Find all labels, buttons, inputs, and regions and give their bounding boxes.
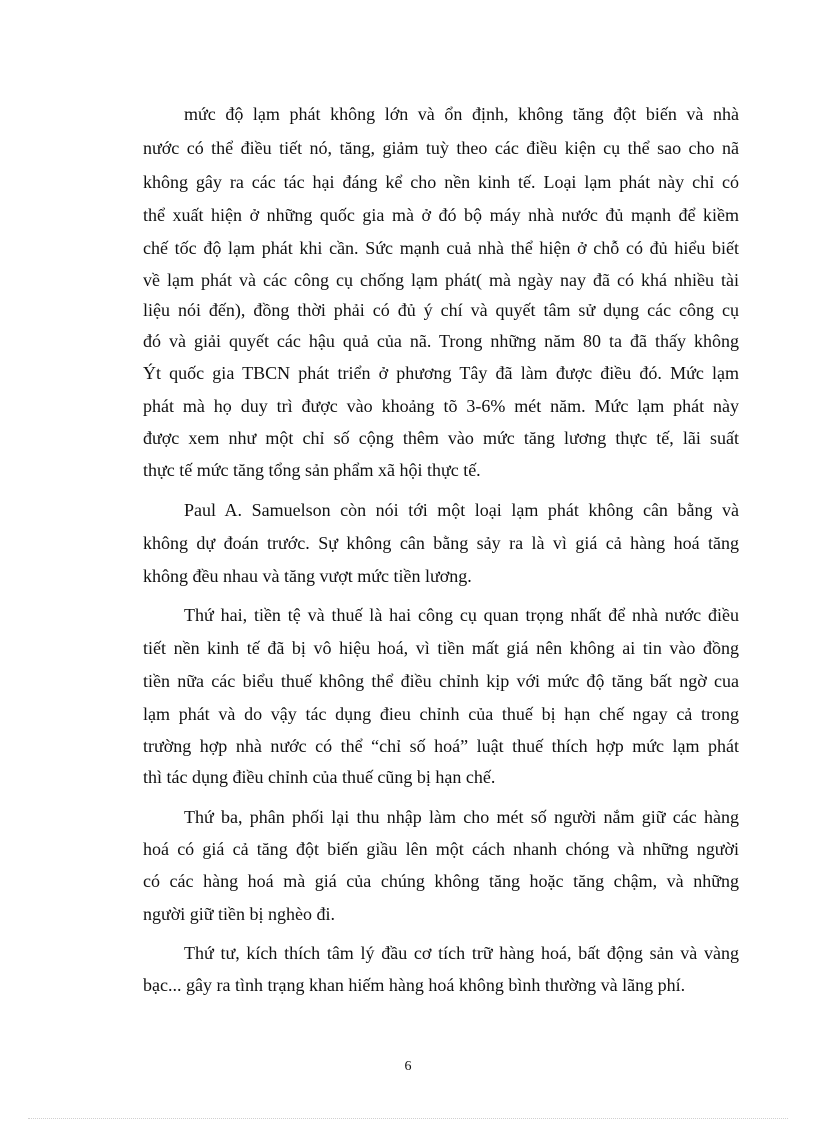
text-line: người giữ tiền bị nghèo đi.: [143, 904, 336, 924]
text-line: tiết nền kinh tế đã bị vô hiệu hoá, vì tiền mất giá nên không ai tin vào đồng: [143, 638, 739, 658]
text-line: không dự đoán trước. Sự không cân bằng sảy ra là vì giá cả hàng hoá tăng: [143, 533, 739, 553]
text-line: Paul A. Samuelson còn nói tới một loại lạm phát không cân bằng và: [184, 500, 739, 520]
text-line: thực tế mức tăng tổng sản phẩm xã hội thực tế.: [143, 460, 481, 480]
text-line: Ýt quốc gia TBCN phát triển ở phương Tây đã làm được điều đó. Mức lạm: [143, 363, 739, 383]
text-line: không gây ra các tác hại đáng kể cho nền kinh tế. Loại lạm phát này chỉ có: [143, 172, 739, 192]
text-line: chế tốc độ lạm phát khi cần. Sức mạnh cuả nhà thể hiện ở chỗ có đủ hiểu biết: [143, 238, 739, 258]
text-line: Thứ hai, tiền tệ và thuế là hai công cụ quan trọng nhất để nhà nước điều: [184, 605, 739, 625]
text-line: đó và giải quyết các hậu quả của nã. Trong những năm 80 ta đã thấy không: [143, 331, 739, 351]
text-line: lạm phát và do vậy tác dụng đieu chỉnh của thuế bị hạn chế ngay cả trong: [143, 704, 739, 724]
text-line: hoá có giá cả tăng đột biến giầu lên một cách nhanh chóng và những người: [143, 839, 739, 859]
text-line: thể xuất hiện ở những quốc gia mà ở đó bộ máy nhà nước đủ mạnh để kiềm: [143, 205, 739, 225]
text-line: bạc... gây ra tình trạng khan hiếm hàng hoá không bình thường và lãng phí.: [143, 975, 686, 995]
text-line: Thứ ba, phân phối lại thu nhập làm cho mét số người nắm giữ các hàng: [184, 807, 739, 827]
text-line: về lạm phát và các công cụ chống lạm phát( mà ngày nay đã có khá nhiều tài: [143, 270, 739, 290]
text-line: phát mà họ duy trì được vào khoảng tõ 3-6% mét năm. Mức lạm phát này: [143, 396, 739, 416]
text-line: không đều nhau và tăng vượt mức tiền lương.: [143, 566, 472, 586]
text-line: thì tác dụng điều chỉnh của thuế cũng bị hạn chế.: [143, 767, 496, 787]
page-bottom-divider: [28, 1118, 788, 1119]
text-line: Thứ tư, kích thích tâm lý đầu cơ tích trữ hàng hoá, bất động sản và vàng: [184, 943, 739, 963]
page-number: 6: [404, 1059, 412, 1074]
text-line: được xem như một chỉ số cộng thêm vào mức tăng lương thực tế, lãi suất: [143, 428, 739, 448]
text-line: liệu nói đến), đồng thời phải có đủ ý chí và quyết tâm sử dụng các công cụ: [143, 300, 739, 320]
text-line: mức độ lạm phát không lớn và ổn định, không tăng đột biến và nhà: [184, 104, 739, 124]
text-line: tiền nữa các biểu thuế không thể điều chỉnh kịp với mức độ tăng bất ngờ cua: [143, 671, 739, 691]
text-line: có các hàng hoá mà giá của chúng không tăng hoặc tăng chậm, và những: [143, 871, 739, 891]
text-line: nước có thể điều tiết nó, tăng, giảm tuỳ theo các điều kiện cụ thể sao cho nã: [143, 138, 739, 158]
text-line: trường hợp nhà nước có thể “chỉ số hoá” luật thuế thích hợp mức lạm phát: [143, 736, 739, 756]
